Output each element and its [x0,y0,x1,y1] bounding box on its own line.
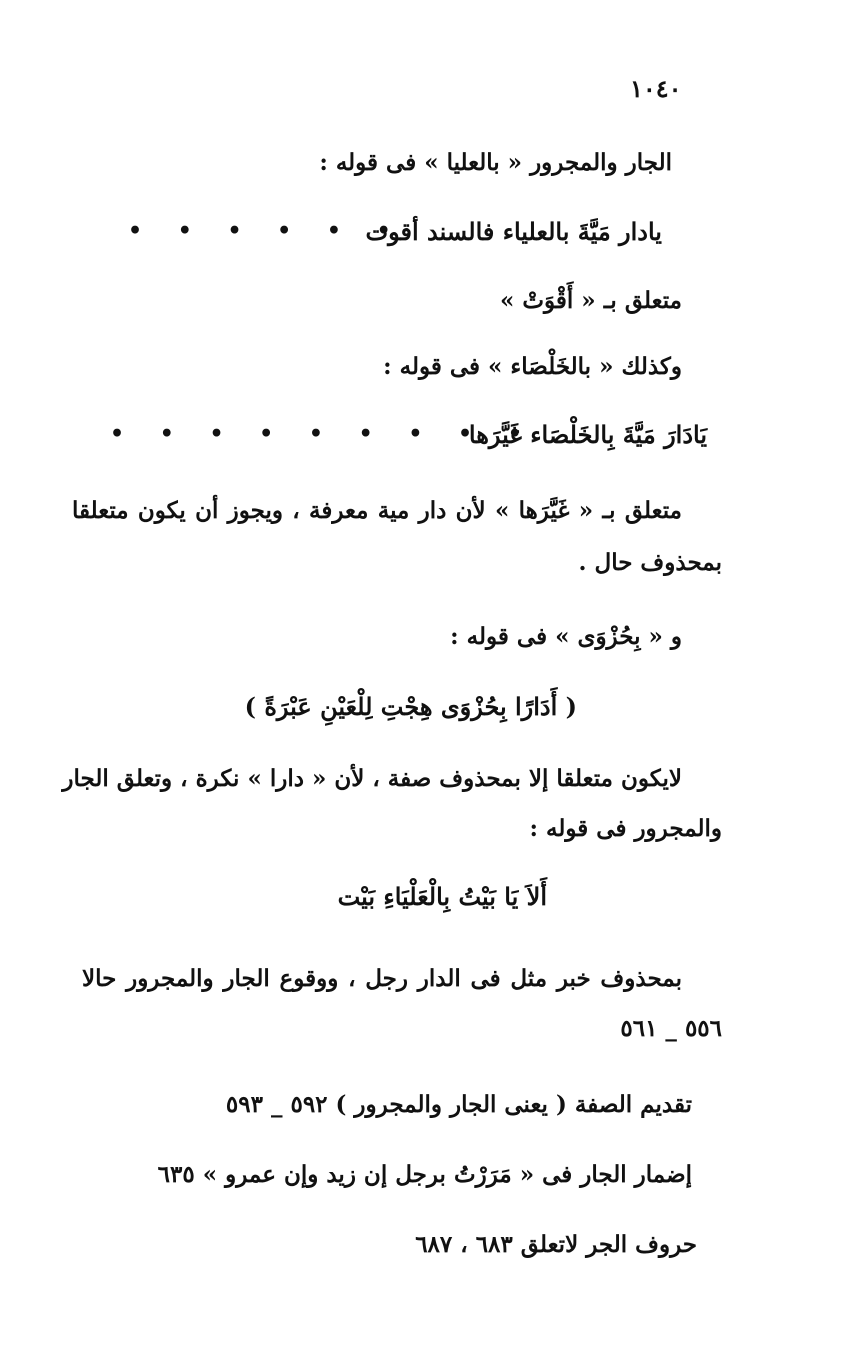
text-line-1: الجار والمجرور « بالعليا » فى قوله : [319,149,672,176]
verse-3-text: ( أَدَارًا بِحُزْوَى هِجْتِ لِلْعَيْنِ عَبْرَةً ) [244,692,577,721]
index-entry-1: تقديم الصفة ( يعنى الجار والمجرور ) ٥٩٢ _ ٥٩٣ [225,1091,692,1118]
text-line-3: وكذلك « بالخَلْصَاء » فى قوله : [383,353,682,380]
verse-1-ellipsis: • • • • • • [128,218,405,244]
text-line-8: والمجرور فى قوله : [529,815,722,842]
verse-1-text: يادار مَيَّةَ بالعلياء فالسند أقوت [365,217,662,246]
verse-4-text: أَلاَ يَا بَيْتُ بِالْعَلْيَاءِ بَيْت [337,882,547,911]
verse-2-ellipsis: • • • • • • • • • [110,421,536,447]
verse-2-text: يَادَارَ مَيَّةَ بِالخَلْصَاء غَيَّرَها [468,420,707,449]
text-line-5: بمحذوف حال . [578,549,722,576]
text-line-2: متعلق بـ « أَقْوَتْ » [500,287,682,314]
index-entry-3: حروف الجر لاتعلق ٦٨٣ ، ٦٨٧ [415,1231,697,1258]
page-number: ١٠٤٠ [630,74,682,103]
text-line-6: و « بِحُزْوَى » فى قوله : [450,623,682,650]
text-line-9: بمحذوف خبر مثل فى الدار رجل ، ووقوع الجار والمجرور حالا [82,965,682,992]
index-entry-2: إضمار الجار فى « مَرَرْتُ برجل إن زيد وإن عمرو » ٦٣٥ [157,1161,692,1188]
text-line-4: متعلق بـ « غَيَّرَها » لأن دار مية معرفة ، ويجوز أن يكون متعلقا [72,497,682,524]
text-line-7: لايكون متعلقا إلا بمحذوف صفة ، لأن « دارا » نكرة ، وتعلق الجار [62,765,682,792]
text-line-10: ٥٥٦ _ ٥٦١ [620,1015,722,1042]
